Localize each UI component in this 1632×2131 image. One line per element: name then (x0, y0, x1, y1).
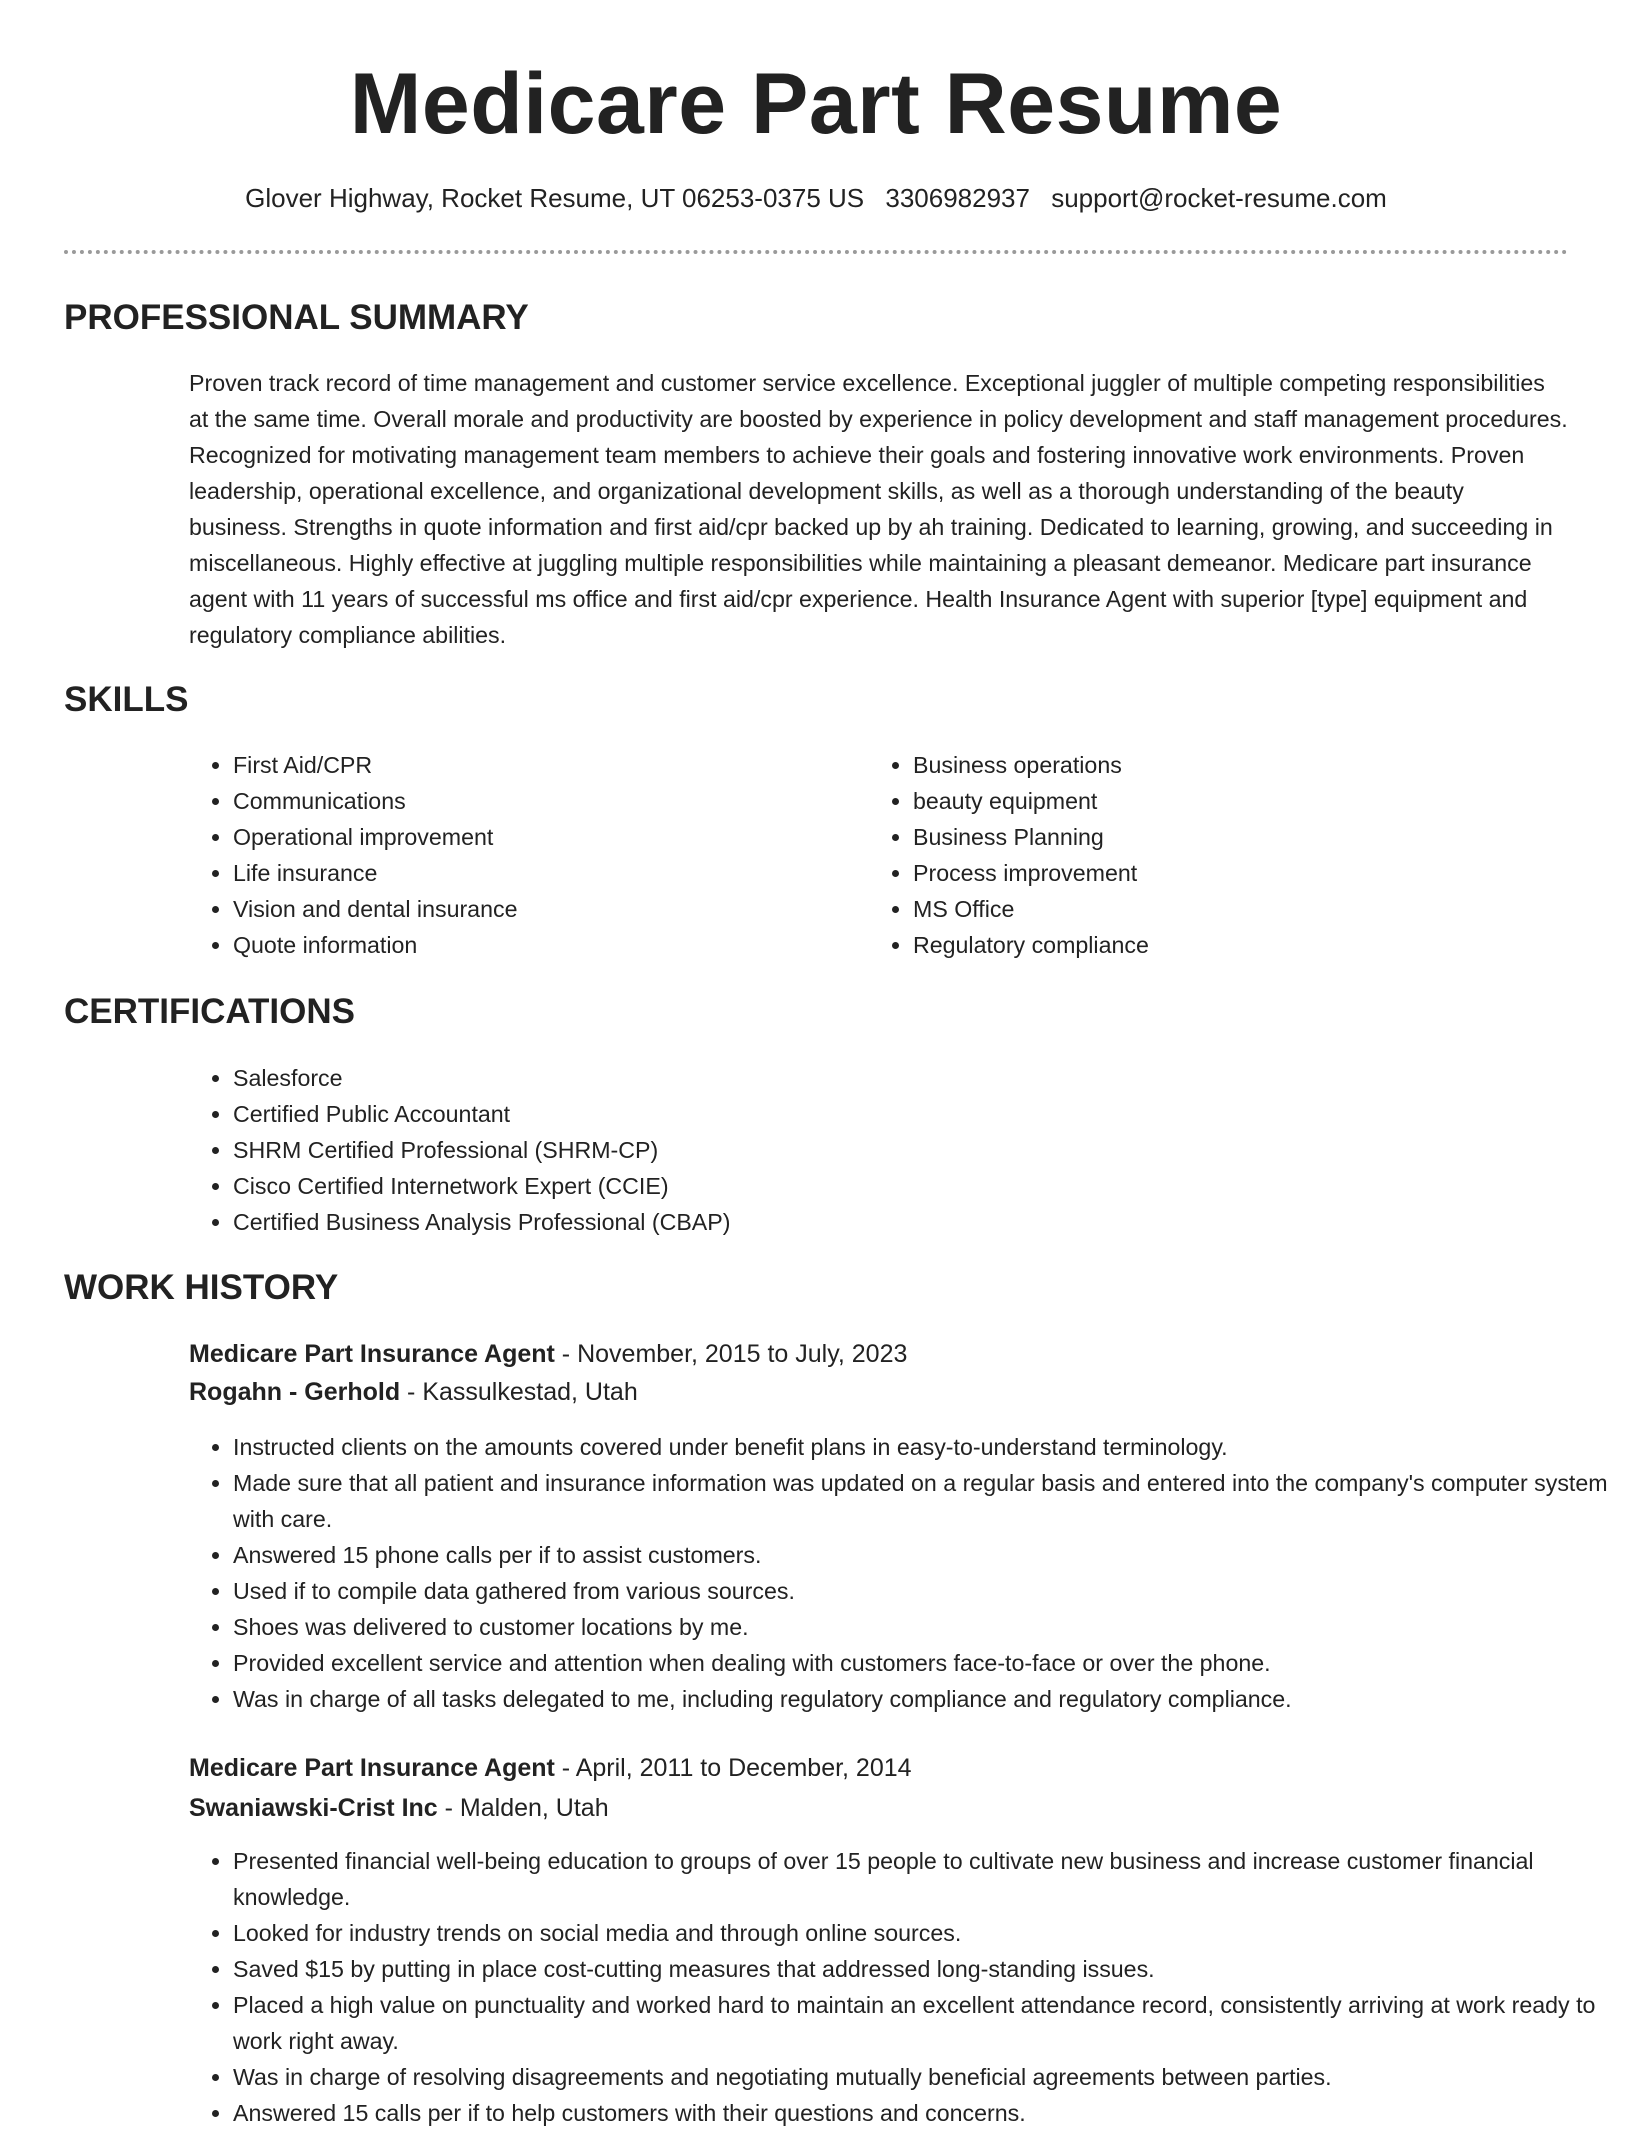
skill-item: • Vision and dental insurance (233, 891, 853, 927)
job-title-line (189, 1749, 912, 1787)
job-company-line (189, 1373, 638, 1411)
skill-item: • beauty equipment (913, 783, 1533, 819)
skill-item: • Life insurance (233, 855, 853, 891)
job-bullet: • Placed a high value on punctuality and worked hard to maintain an excellent attendance record, consistently arriving at work ready to work right away. (233, 1987, 1623, 2059)
skill-item: • Regulatory compliance (913, 927, 1533, 963)
job-title-line (189, 1335, 907, 1373)
job-company: Rogahn - Gerhold (189, 1378, 401, 1406)
skill-item: • Communications (233, 783, 853, 819)
job-bullet: • Saved $15 by putting in place cost-cutting measures that addressed long-standing issues. (233, 1951, 1623, 1987)
contact-line (0, 180, 1632, 216)
resume-title: Medicare Part Resume (349, 56, 1283, 152)
contact-email: support@rocket-resume.com (1051, 183, 1387, 213)
certification-item: • Certified Public Accountant (233, 1096, 1533, 1132)
job-location: - Malden, Utah (437, 1794, 609, 1822)
job-bullet: • Was in charge of all tasks delegated to me, including regulatory compliance and regulatory compliance. (233, 1681, 1623, 1717)
job-dates: - April, 2011 to December, 2014 (554, 1754, 912, 1782)
skill-item: • First Aid/CPR (233, 747, 853, 783)
certification-item: • Salesforce (233, 1060, 1533, 1096)
job-bullet: • Made sure that all patient and insurance information was updated on a regular basis and entered into the company's computer system with care. (233, 1465, 1623, 1537)
skills-list-left (189, 747, 853, 963)
skill-item: • MS Office (913, 891, 1533, 927)
summary-text: Proven track record of time management and customer service excellence. Exceptional juggler of multiple competing responsibilities at the same time. Overall morale and productivity are boosted by experience in policy development and staff management procedures. Recognized for motivating management team members to achieve their goals and fostering innovative work environments. Proven leadership, operational excellence, and organizational development skills, as well as a thorough understanding of the beauty business. Strengths in quote information and first aid/cpr backed up by ah training. Dedicated to learning, growing, and succeeding in miscellaneous. Highly effective at juggling multiple responsibilities while maintaining a pleasant demeanor. Medicare part insurance agent with 11 years of successful ms office and first aid/cpr experience. Health Insurance Agent with superior [type] equipment and regulatory compliance abilities. (189, 370, 1568, 648)
job-dates: - November, 2015 to July, 2023 (554, 1340, 908, 1368)
certifications-list (189, 1060, 1533, 1240)
job-bullet: • Provided excellent service and attention when dealing with customers face-to-face or over the phone. (233, 1645, 1623, 1681)
job-bullet: • Instructed clients on the amounts covered under benefit plans in easy-to-understand terminology. (233, 1429, 1623, 1465)
skill-item: • Quote information (233, 927, 853, 963)
certification-item: • Cisco Certified Internetwork Expert (CCIE) (233, 1168, 1533, 1204)
job-bullet: • Answered 15 calls per if to help customers with their questions and concerns. (233, 2095, 1623, 2131)
job-bullet: • Used if to compile data gathered from various sources. (233, 1573, 1623, 1609)
job-bullet: • Was in charge of resolving disagreements and negotiating mutually beneficial agreements between parties. (233, 2059, 1623, 2095)
job-company-line (189, 1789, 609, 1827)
job-bullet: • Shoes was delivered to customer locations by me. (233, 1609, 1623, 1645)
skill-item: • Operational improvement (233, 819, 853, 855)
contact-address: Glover Highway, Rocket Resume, UT 06253-0375 US (245, 183, 865, 213)
header-divider (64, 250, 1568, 254)
job-company: Swaniawski-Crist Inc (189, 1794, 438, 1822)
skill-item: • Process improvement (913, 855, 1533, 891)
contact-phone: 3306982937 (885, 183, 1030, 213)
skills-list-right (869, 747, 1533, 963)
section-title-summary: PROFESSIONAL SUMMARY (64, 298, 529, 337)
section-title-certifications: CERTIFICATIONS (64, 992, 356, 1031)
job-title: Medicare Part Insurance Agent (189, 1754, 555, 1782)
job-title: Medicare Part Insurance Agent (189, 1340, 555, 1368)
job-bullet: • Presented financial well-being education to groups of over 15 people to cultivate new business and increase customer financial knowledge. (233, 1843, 1623, 1915)
certification-item: • Certified Business Analysis Professional (CBAP) (233, 1204, 1533, 1240)
job-bullets (189, 1843, 1623, 2131)
section-title-skills: SKILLS (64, 680, 189, 719)
section-title-work-history: WORK HISTORY (64, 1268, 339, 1307)
job-bullet: • Looked for industry trends on social media and through online sources. (233, 1915, 1623, 1951)
job-location: - Kassulkestad, Utah (400, 1378, 638, 1406)
skill-item: • Business Planning (913, 819, 1533, 855)
certification-item: • SHRM Certified Professional (SHRM-CP) (233, 1132, 1533, 1168)
job-bullet: • Answered 15 phone calls per if to assist customers. (233, 1537, 1623, 1573)
skill-item: • Business operations (913, 747, 1533, 783)
job-bullets (189, 1429, 1623, 1717)
